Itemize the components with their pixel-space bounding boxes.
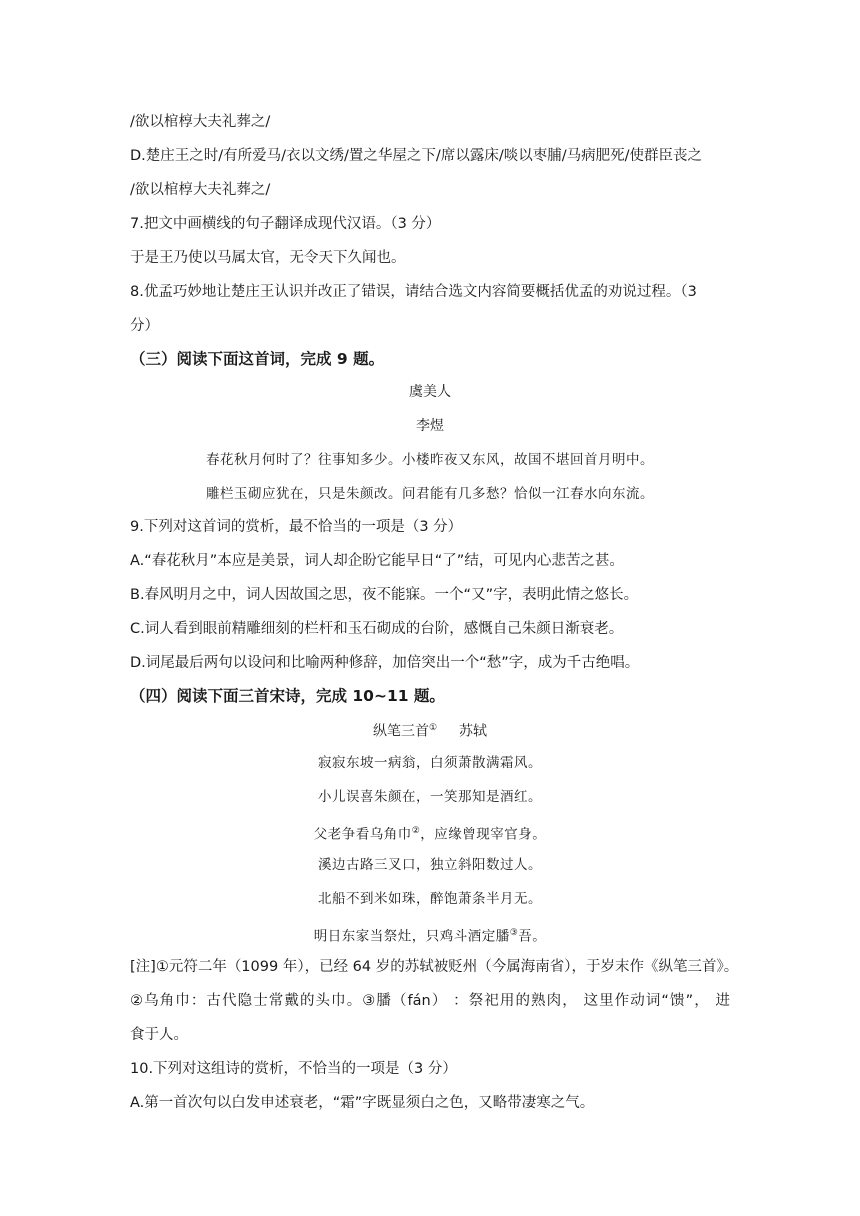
poem-line-3-tail: ，应缘曾现宰官身。 — [420, 826, 547, 843]
poem-line-1: 寂寂东坡一病翁，白须萧散满霜风。 — [318, 755, 542, 771]
poem-line-3-footnote-marker: ② — [411, 826, 421, 836]
q10-option-a: A.第一首次句以白发申述衰老，“霜”字既显须白之色，又略带凄寒之气。 — [130, 1095, 595, 1111]
q9-option-d: D.词尾最后两句以设问和比喻两种修辞，加倍突出一个“愁”字，成为千古绝唱。 — [130, 655, 640, 671]
q7-sentence: 于是王乃使以马属太官，无令天下久闻也。 — [130, 250, 406, 266]
poem-line-6-footnote-marker: ③ — [509, 928, 519, 938]
poem-line-5: 北船不到米如珠，醉饱萧条半月无。 — [318, 891, 542, 907]
poem-line-6 — [0, 923, 860, 947]
poem-title-footnote-marker: ① — [428, 723, 438, 733]
q8-prompt-line2: 分） — [130, 318, 159, 334]
ci-line-2: 雕栏玉砌应犹在，只是朱颜改。问君能有几多愁？恰似一江春水向东流。 — [206, 486, 654, 502]
q6-option-d-line2: /欲以棺椁大夫礼葬之/ — [130, 182, 271, 198]
q9-option-c: C.词人看到眼前精雕细刻的栏杆和玉石砌成的台阶，感慨自己朱颜日渐衰老。 — [130, 621, 624, 637]
ci-author: 李煜 — [416, 418, 444, 434]
q6-option-d-line1: D.楚庄王之时/有所爱马/衣以文绣/置之华屋之下/席以露床/啖以枣脯/马病肥死/使群臣丧之 — [130, 148, 702, 164]
note-line-2: ②乌角巾：古代隐士常戴的头巾。③膰（fán） ：祭祀用的熟肉， 这里作动词“馈”， 进 — [130, 993, 730, 1009]
q9-option-a: A.“春花秋月”本应是美景，词人却企盼它能早日“了”结，可见内心悲苦之甚。 — [130, 553, 624, 569]
ci-title: 虞美人 — [409, 384, 451, 400]
poem-line-6-tail: 吾。 — [518, 928, 547, 945]
note-line-3: 食于人。 — [130, 1027, 188, 1043]
note-line-1: [注]①元符二年（1099 年），已经 64 岁的苏轼被贬州（今属海南省），于岁末作《纵笔三首》。 — [130, 959, 739, 975]
poem-author: 苏轼 — [459, 723, 488, 740]
poem-line-2: 小儿误喜朱颜在，一笑那知是酒红。 — [318, 789, 542, 805]
poem-line-3-head: 父老争看乌角巾 — [313, 826, 412, 843]
q7-prompt: 7.把文中画横线的句子翻译成现代汉语。（3 分） — [130, 216, 441, 232]
q9-prompt: 9.下列对这首词的赏析，最不恰当的一项是（3 分） — [130, 519, 463, 535]
poem-line-4: 溪边古路三叉口，独立斜阳数过人。 — [318, 857, 542, 873]
q9-option-b: B.春风明月之中，词人因故国之思，夜不能寐。一个“又”字，表明此情之悠长。 — [130, 587, 639, 603]
poem-title-line — [0, 718, 860, 742]
q8-prompt-line1: 8.优孟巧妙地让楚庄王认识并改正了错误，请结合选文内容简要概括优孟的劝说过程。（3 — [130, 284, 697, 300]
poem-line-3 — [0, 821, 860, 845]
q6-option-c-tail: /欲以棺椁大夫礼葬之/ — [130, 114, 271, 130]
ci-line-1: 春花秋月何时了？往事知多少。小楼昨夜又东风，故国不堪回首月明中。 — [206, 452, 654, 468]
section3-heading: （三）阅读下面这首词，完成 9 题。 — [130, 350, 385, 368]
poem-line-6-head: 明日东家当祭灶，只鸡斗酒定膰 — [313, 928, 510, 945]
section4-heading: （四）阅读下面三首宋诗，完成 10~11 题。 — [130, 687, 445, 705]
q10-prompt: 10.下列对这组诗的赏析，不恰当的一项是（3 分） — [130, 1061, 457, 1077]
poem-title: 纵笔三首 — [372, 723, 429, 740]
